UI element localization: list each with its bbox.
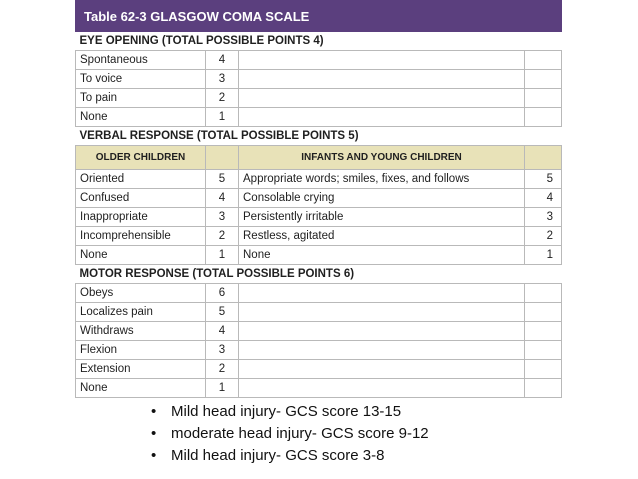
empty-cell [525, 303, 562, 322]
older-score: 2 [206, 227, 239, 246]
empty-cell [206, 146, 239, 170]
table-row [76, 208, 562, 227]
table-row [76, 108, 562, 127]
empty-cell [239, 284, 525, 303]
motor-label: Withdraws [76, 322, 206, 341]
older-score: 4 [206, 189, 239, 208]
table-row [76, 341, 562, 360]
motor-response-header-row [76, 265, 562, 284]
infant-label: Persistently irritable [239, 208, 525, 227]
eye-score: 2 [206, 89, 239, 108]
empty-cell [525, 89, 562, 108]
table-row [76, 189, 562, 208]
motor-score: 5 [206, 303, 239, 322]
eye-score: 3 [206, 70, 239, 89]
verbal-response-header-row [76, 127, 562, 146]
infant-score: 4 [525, 189, 562, 208]
infant-label: Restless, agitated [239, 227, 525, 246]
eye-opening-header-row [76, 32, 562, 51]
empty-cell [525, 284, 562, 303]
list-item [151, 445, 429, 467]
motor-score: 2 [206, 360, 239, 379]
older-label: Oriented [76, 170, 206, 189]
infant-score: 3 [525, 208, 562, 227]
infant-score: 1 [525, 246, 562, 265]
list-item [151, 401, 429, 423]
bullet-text: Mild head injury- GCS score 3-8 [171, 447, 385, 464]
table-row [76, 89, 562, 108]
older-score: 5 [206, 170, 239, 189]
empty-cell [525, 322, 562, 341]
empty-cell [239, 70, 525, 89]
table-row [76, 246, 562, 265]
table-title: Table 62-3 GLASGOW COMA SCALE [76, 1, 562, 32]
empty-cell [239, 379, 525, 398]
table-row [76, 170, 562, 189]
injury-severity-bullets [151, 401, 429, 467]
bullet-text: moderate head injury- GCS score 9-12 [171, 425, 429, 442]
older-label: Incomprehensible [76, 227, 206, 246]
infant-score: 5 [525, 170, 562, 189]
table-row [76, 322, 562, 341]
empty-cell [239, 303, 525, 322]
empty-cell [525, 341, 562, 360]
empty-cell [525, 108, 562, 127]
eye-label: None [76, 108, 206, 127]
empty-cell [239, 322, 525, 341]
empty-cell [525, 51, 562, 70]
motor-score: 4 [206, 322, 239, 341]
motor-label: None [76, 379, 206, 398]
older-label: Inappropriate [76, 208, 206, 227]
motor-label: Extension [76, 360, 206, 379]
verbal-response-header: VERBAL RESPONSE (TOTAL POSSIBLE POINTS 5) [76, 127, 562, 146]
empty-cell [525, 379, 562, 398]
empty-cell [239, 360, 525, 379]
older-label: None [76, 246, 206, 265]
infant-score: 2 [525, 227, 562, 246]
eye-label: Spontaneous [76, 51, 206, 70]
motor-score: 1 [206, 379, 239, 398]
motor-label: Obeys [76, 284, 206, 303]
verbal-subheader-row [76, 146, 562, 170]
table-row [76, 360, 562, 379]
eye-score: 1 [206, 108, 239, 127]
table-row [76, 379, 562, 398]
eye-label: To voice [76, 70, 206, 89]
table-title-row [76, 1, 562, 32]
table-row [76, 303, 562, 322]
table-row [76, 284, 562, 303]
empty-cell [239, 51, 525, 70]
older-score: 3 [206, 208, 239, 227]
bullet-text: Mild head injury- GCS score 13-15 [171, 403, 402, 420]
empty-cell [239, 341, 525, 360]
eye-label: To pain [76, 89, 206, 108]
empty-cell [525, 360, 562, 379]
list-item [151, 423, 429, 445]
motor-score: 3 [206, 341, 239, 360]
bullet-marker: • [151, 447, 157, 464]
empty-cell [239, 108, 525, 127]
glasgow-coma-scale-table [75, 0, 562, 398]
table-row [76, 227, 562, 246]
motor-label: Localizes pain [76, 303, 206, 322]
bullet-marker: • [151, 425, 157, 442]
table-row [76, 70, 562, 89]
infant-label: Consolable crying [239, 189, 525, 208]
older-label: Confused [76, 189, 206, 208]
motor-score: 6 [206, 284, 239, 303]
empty-cell [525, 70, 562, 89]
bullet-marker: • [151, 403, 157, 420]
older-children-header: OLDER CHILDREN [76, 146, 206, 170]
infant-label: Appropriate words; smiles, fixes, and follows [239, 170, 525, 189]
table-row [76, 51, 562, 70]
motor-label: Flexion [76, 341, 206, 360]
eye-opening-header: EYE OPENING (TOTAL POSSIBLE POINTS 4) [76, 32, 562, 51]
eye-score: 4 [206, 51, 239, 70]
empty-cell [525, 146, 562, 170]
motor-response-header: MOTOR RESPONSE (TOTAL POSSIBLE POINTS 6) [76, 265, 562, 284]
infant-label: None [239, 246, 525, 265]
infants-header: INFANTS AND YOUNG CHILDREN [239, 146, 525, 170]
empty-cell [239, 89, 525, 108]
older-score: 1 [206, 246, 239, 265]
